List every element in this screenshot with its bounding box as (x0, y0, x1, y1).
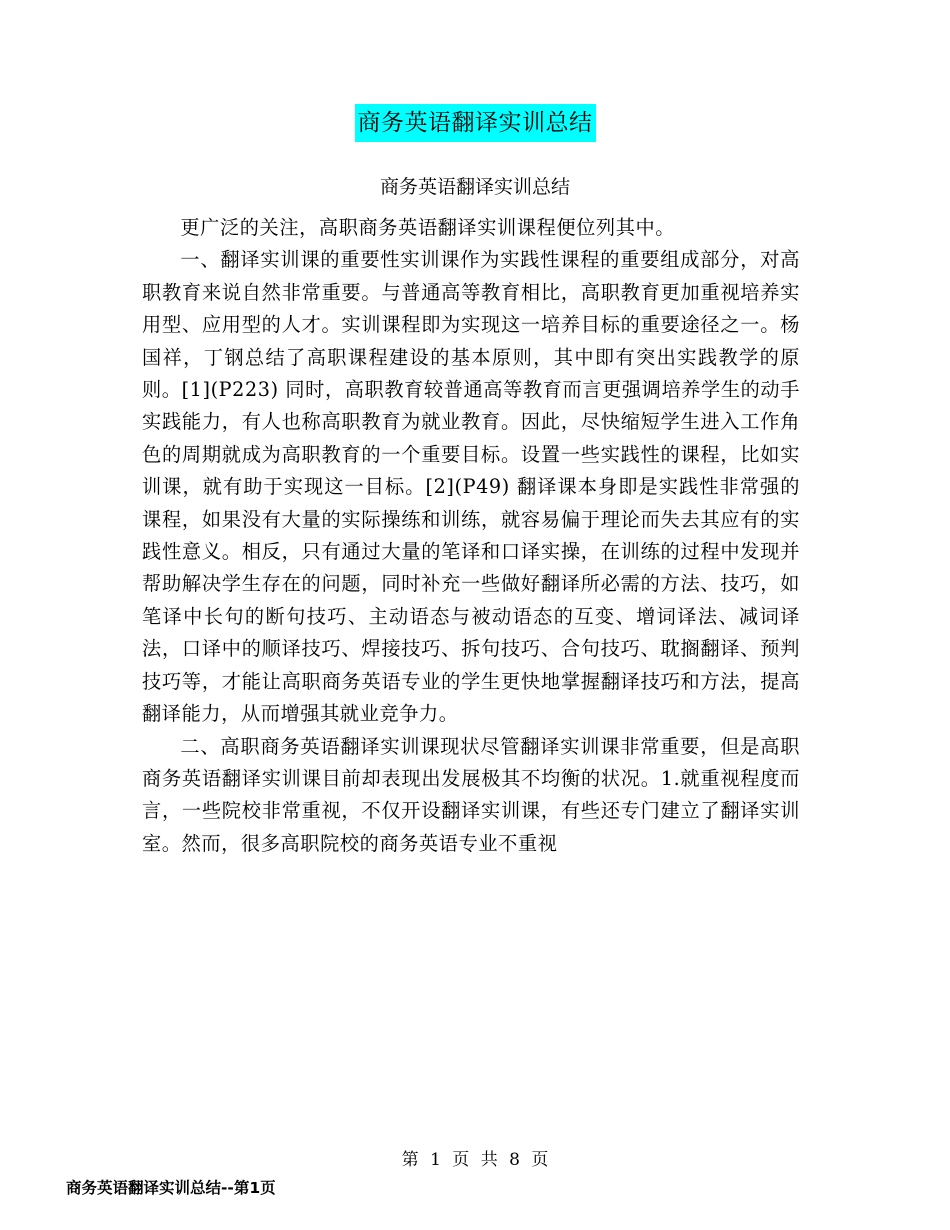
title-container (0, 104, 950, 142)
document-body (142, 212, 800, 860)
document-subtitle: 商务英语翻译实训总结 (379, 176, 570, 198)
document-title: 商务英语翻译实训总结 (355, 104, 596, 142)
page-number-footer: 第 1 页 共 8 页 (401, 1150, 549, 1170)
body-paragraph-1: 更广泛的关注，高职商务英语翻译实训课程便位列其中。 (180, 216, 676, 239)
body-paragraph-3: 二、高职商务英语翻译实训课现状尽管翻译实训课非常重要，但是高职商务英语翻译实训课目前却表现出发展极其不均衡的状况。1.就重视程度而言，一些院校非常重视，不仅开设翻译实训课，有些还专门建立了翻译实训室。然而，很多高职院校的商务英语专业不重视 (142, 734, 800, 855)
body-paragraph-2: 一、翻译实训课的重要性实训课作为实践性课程的重要组成部分，对高职教育来说自然非常重要。与普通高等教育相比，高职教育更加重视培养实用型、应用型的人才。实训课程即为实现这一培养目标的重要途径之一。杨国祥，丁钢总结了高职课程建设的基本原则，其中即有突出实践教学的原则。[1](P223) 同时，高职教育较普通高等教育而言更强调培养学生的动手实践能力，有人也称高职教育为就业教育。因此，尽快缩短学生进入工作角色的周期就成为高职教育的一个重要目标。设置一些实践性的课程，比如实训课，就有助于实现这一目标。[2](P49) 翻译课本身即是实践性非常强的课程，如果没有大量的实际操练和训练，就容易偏于理论而失去其应有的实践性意义。相反，只有通过大量的笔译和口译实操，在训练的过程中发现并帮助解决学生存在的问题，同时补充一些做好翻译所必需的方法、技巧，如笔译中长句的断句技巧、主动语态与被动语态的互变、增词译法、减词译法，口译中的顺译技巧、焊接技巧、拆句技巧、合句技巧、耽搁翻译、预判技巧等，才能让高职商务英语专业的学生更快地掌握翻译技巧和方法，提高翻译能力，从而增强其就业竞争力。 (142, 248, 800, 726)
document-page-tag: 商务英语翻译实训总结--第1页 (66, 1179, 276, 1197)
